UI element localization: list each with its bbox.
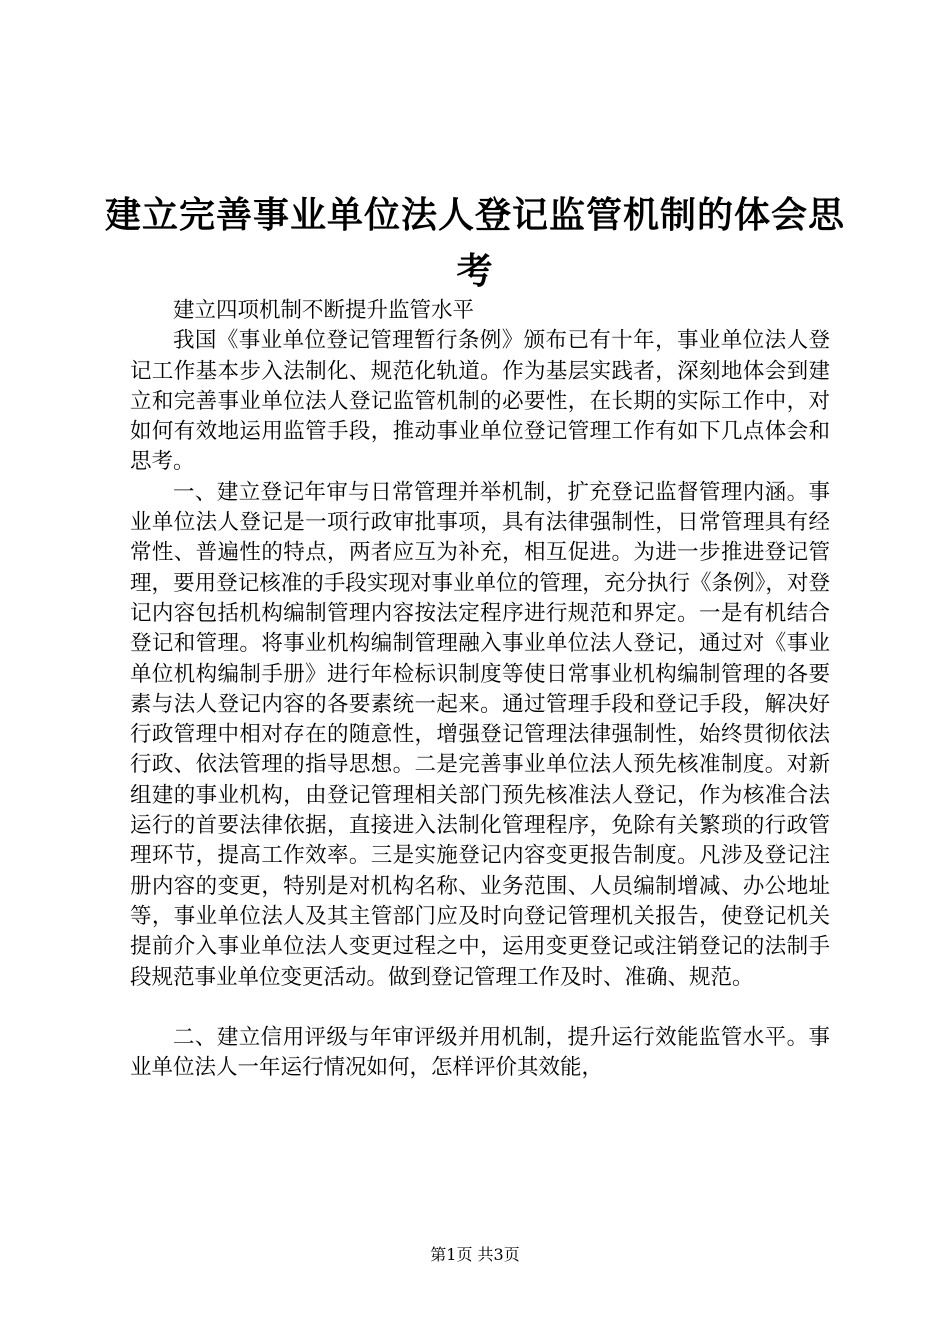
paragraph-subheading: 建立四项机制不断提升监管水平 — [173, 298, 475, 323]
document-title: 建立完善事业单位法人登记监管机制的体会思考 — [104, 195, 845, 292]
page-footer: 第1页 共3页 — [430, 1245, 520, 1264]
document-body — [130, 296, 830, 1083]
paragraph-section-one: 一、建立登记年审与日常管理并举机制，扩充登记监督管理内涵。事业单位法人登记是一项行政审批事项，具有法律强制性，日常管理具有经常性、普遍性的特点，两者应互为补充，相互促进。为进一步推进登记管理，要用登记核准的手段实现对事业单位的管理，充分执行《条例》，对登记内容包括机构编制管理内容按法定程序进行规范和界定。一是有机结合登记和管理。将事业机构编制管理融入事业单位法人登记，通过对《事业单位机构编制手册》进行年检标识制度等使日常事业机构编制管理的各要素与法人登记内容的各要素统一起来。通过管理手段和登记手段，解决好行政管理中相对存在的随意性，增强登记管理法律强制性，始终贯彻依法行政、依法管理的指导思想。二是完善事业单位法人预先核准制度。对新组建的事业机构，由登记管理相关部门预先核准法人登记，作为核准合法运行的首要法律依据，直接进入法制化管理程序，免除有关繁琐的行政管理环节，提高工作效率。三是实施登记内容变更报告制度。凡涉及登记注册内容的变更，特别是对机构名称、业务范围、人员编制增减、办公地址等，事业单位法人及其主管部门应及时向登记管理机关报告，使登记机关提前介入事业单位法人变更过程之中，运用变更登记或注销登记的法制手段规范事业单位变更活动。做到登记管理工作及时、准确、规范。 — [130, 479, 830, 990]
paragraph-section-two: 二、建立信用评级与年审评级并用机制，提升运行效能监管水平。事业单位法人一年运行情况如何，怎样评价其效能， — [130, 1024, 830, 1081]
paragraph-intro: 我国《事业单位登记管理暂行条例》颁布已有十年，事业单位法人登记工作基本步入法制化、规范化轨道。作为基层实践者，深刻地体会到建立和完善事业单位法人登记监管机制的必要性，在长期的实际工作中，对如何有效地运用监管手段，推动事业单位登记管理工作有如下几点体会和思考。 — [130, 328, 830, 475]
